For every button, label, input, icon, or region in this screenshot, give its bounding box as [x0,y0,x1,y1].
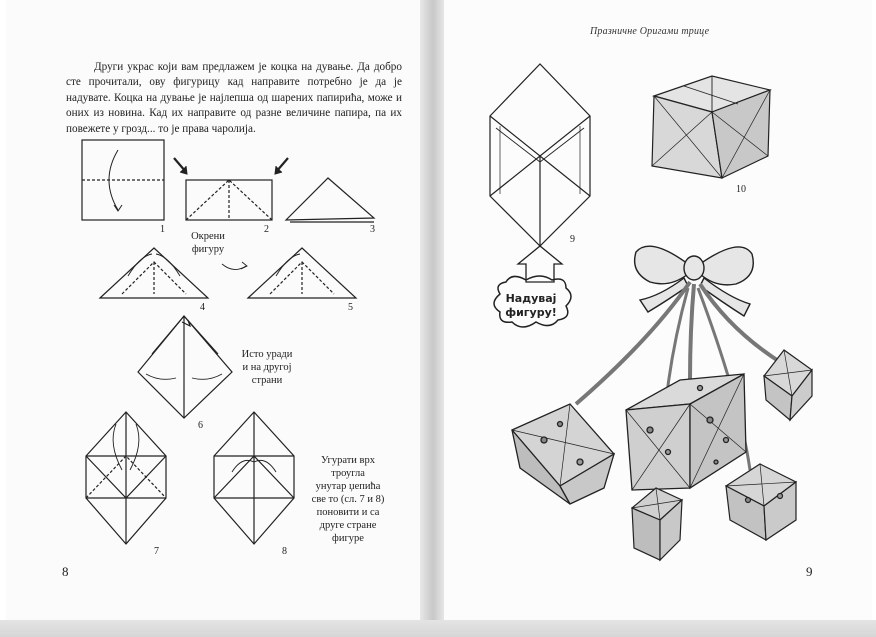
bubble-line1: Надувај [505,292,557,305]
fig-number-10: 10 [736,184,746,195]
bottom-left-cube [632,488,682,560]
fig-number-6: 6 [198,420,203,431]
label-tuck-line2: троугла [331,468,365,479]
fig9-folded-shape [490,64,590,246]
label-turn-over-line1: Окрени [191,231,225,242]
fig6-diamond [138,316,232,418]
fig-number-5: 5 [348,302,353,313]
fig-number-9: 9 [570,234,575,245]
intro-paragraph: Други украс који вам предлажем је коцка на дување. Да добро сте прочитали, ову фигурицу кад направите потребно је да је надувате. Коцка на дување је најлепша од шарених папирића, може и оних из новина. Кад их направите од разне величине папира, па их повежете у грозд... то је права чаролија. [66,61,402,135]
label-tuck-line5: поновити и са [316,507,380,518]
label-turn-over [178,230,238,256]
label-same-line3: страни [251,375,283,386]
left-cube [512,404,614,504]
inflate-bubble [494,284,568,328]
fig-number-4: 4 [200,302,205,313]
fig7-hexagon [86,412,166,544]
label-turn-over-line2: фигуру [191,244,225,255]
label-same-line2: и на другој [242,362,292,373]
fig3-triangle [286,178,374,222]
bubble-line2: фигуру! [505,306,557,319]
right-small-cube [764,350,812,420]
label-same-other-side [234,348,300,387]
fig2-rectangle [174,158,288,220]
page-number-right: 9 [806,564,813,579]
label-tuck-line6: друге стране [319,520,377,531]
page-number-left: 8 [62,564,69,579]
fig-number-3: 3 [370,224,375,235]
fig5-triangle [248,248,356,298]
label-tuck-line1: Угурати врх [321,455,375,466]
label-tuck-line4: све то (сл. 7 и 8) [311,494,385,505]
center-cube [626,374,746,490]
fig-number-7: 7 [154,546,159,557]
label-same-line1: Исто уради [241,349,293,360]
fig8-hexagon [214,412,294,544]
label-tuck-line7: фигуре [332,533,364,544]
fig10-cube [652,76,770,178]
bottom-right-cube [726,464,796,540]
label-tuck-line3: унутар џепића [315,481,381,492]
fig1-square [82,140,164,220]
label-tuck-instructions [300,454,396,545]
fig-number-8: 8 [282,546,287,557]
fig-number-1: 1 [160,224,165,235]
running-header: Празничне Оригами трице [590,26,710,37]
fig-number-2: 2 [264,224,269,235]
